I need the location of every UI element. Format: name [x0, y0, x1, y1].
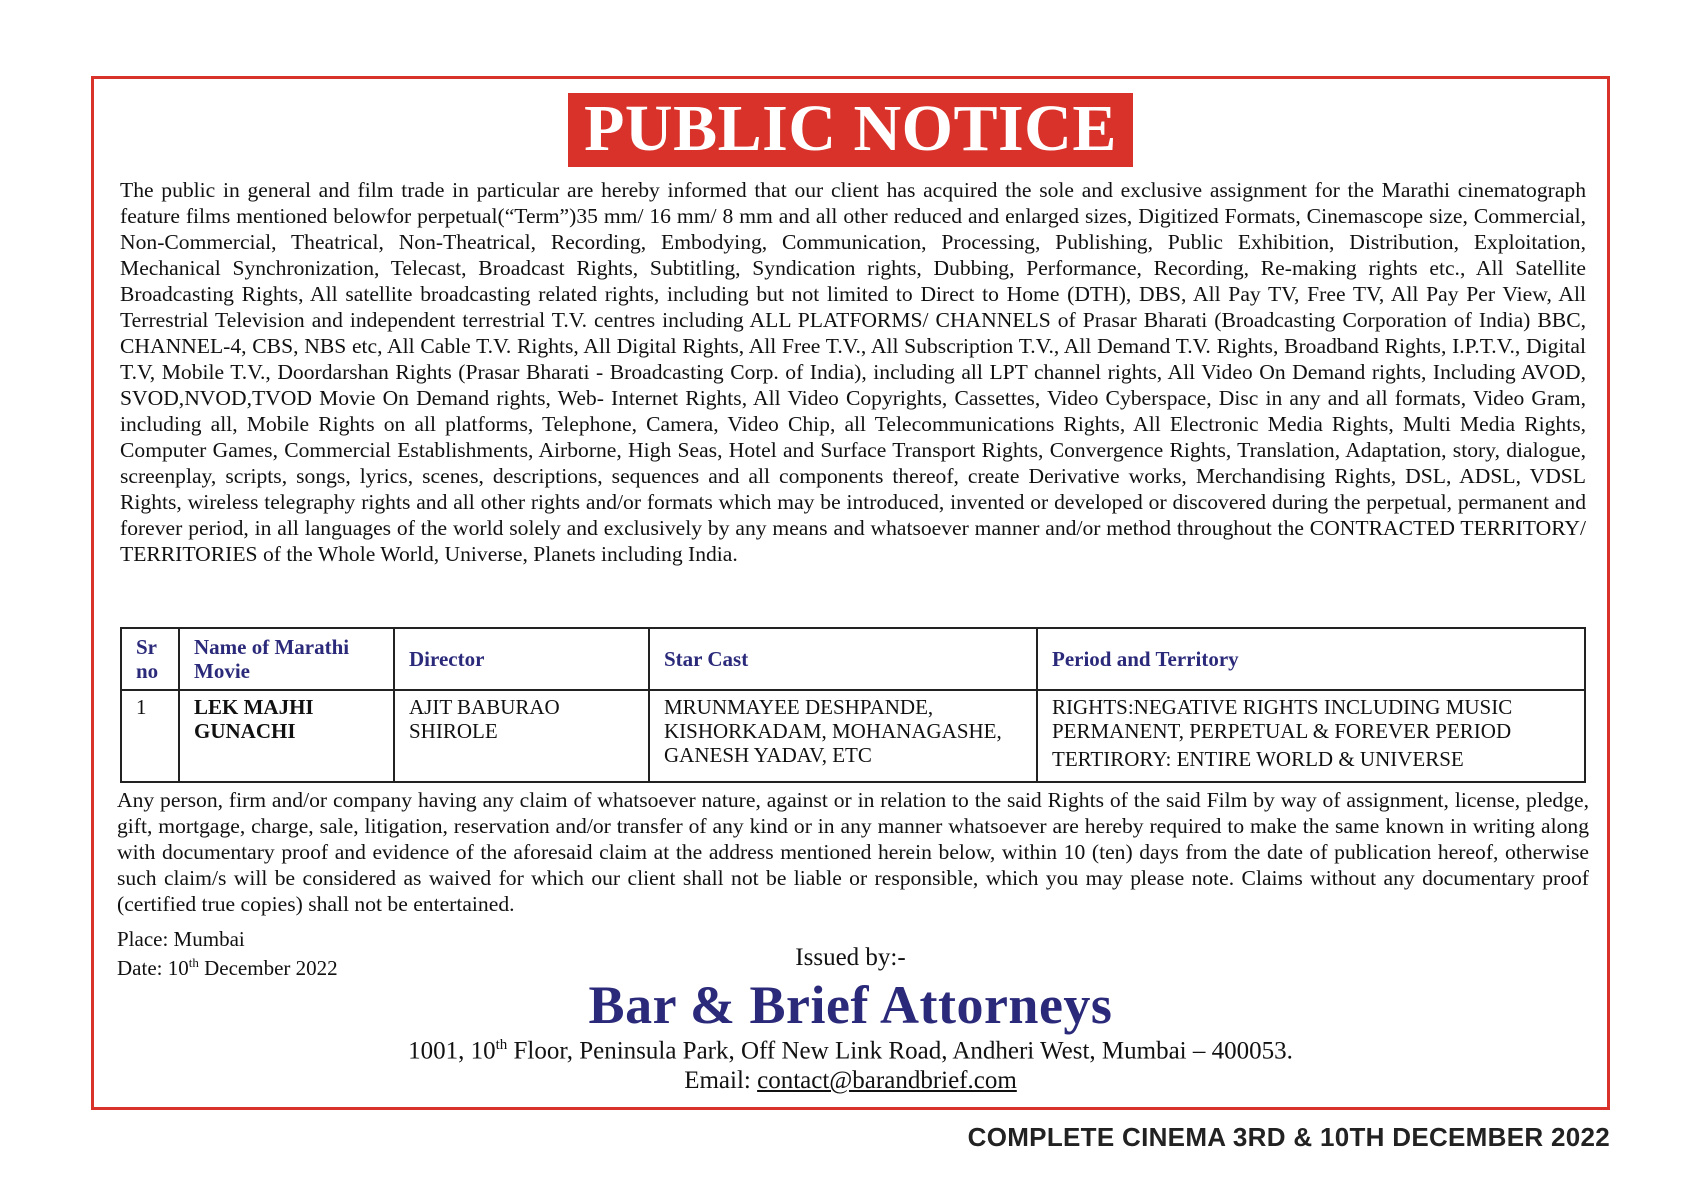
- notice-title: PUBLIC NOTICE: [568, 93, 1133, 167]
- email-link[interactable]: contact@barandbrief.com: [757, 1067, 1017, 1094]
- header-period: Period and Territory: [1037, 628, 1585, 690]
- header-sr: Sr no: [121, 628, 179, 690]
- cell-movie-name: LEK MAJHI GUNACHI: [179, 690, 394, 782]
- address-prefix: 1001, 10: [408, 1037, 496, 1065]
- header-cast: Star Cast: [649, 628, 1037, 690]
- publication-footer: COMPLETE CINEMA 3RD & 10TH DECEMBER 2022: [967, 1122, 1610, 1152]
- place-line: Place: Mumbai: [117, 927, 245, 951]
- films-table: [120, 627, 1586, 783]
- notice-frame: [91, 76, 1610, 1110]
- address-suffix: Floor, Peninsula Park, Off New Link Road, Andheri West, Mumbai – 400053.: [507, 1037, 1293, 1065]
- date-suffix: December 2022: [198, 956, 338, 980]
- cell-star-cast: MRUNMAYEE DESHPANDE, KISHORKADAM, MOHANAGASHE, GANESH YADAV, ETC: [649, 690, 1037, 782]
- cell-sr: 1: [121, 690, 179, 782]
- firm-name: Bar & Brief Attorneys: [588, 975, 1113, 1035]
- date-prefix: Date: 10: [117, 956, 189, 980]
- firm-address: [94, 1037, 1607, 1065]
- header-director: Director: [394, 628, 649, 690]
- claims-paragraph: Any person, firm and/or company having any claim of whatsoever nature, against or in relation to the said Rights of the said Film by way of assignment, license, pledge, gift, mortgage, charge, sale, litigation, reservation and/or transfer of any kind or in any manner whatsoever are hereby required to make the same known in writing along with documentary proof and evidence of the aforesaid claim at the address mentioned herein below, within 10 (ten) days from the date of publication hereof, otherwise such claim/s will be considered as waived for which our client shall not be liable or responsible, which you may please note. Claims without any documentary proof (certified true copies) shall not be entertained.: [117, 788, 1589, 916]
- period-rights-text: RIGHTS:NEGATIVE RIGHTS INCLUDING MUSIC PERMANENT, PERPETUAL & FOREVER PERIOD: [1052, 695, 1513, 743]
- header-movie: Name of Marathi Movie: [179, 628, 394, 690]
- email-line: [94, 1067, 1607, 1095]
- territory-text: TERTIRORY: ENTIRE WORLD & UNIVERSE: [1052, 747, 1464, 771]
- date-ordinal: th: [188, 955, 199, 970]
- cell-director: AJIT BABURAO SHIROLE: [394, 690, 649, 782]
- issued-by: Issued by:-: [795, 944, 906, 971]
- email-label: Email:: [684, 1067, 758, 1094]
- address-ordinal: th: [495, 1037, 508, 1053]
- title-wrapper: [94, 93, 1607, 167]
- intro-paragraph: The public in general and film trade in particular are hereby informed that our client has acquired the sole and exclusive assignment for the Marathi cinematograph feature films mentioned belowfor perpetual(“Term”)35 mm/ 16 mm/ 8 mm and all other reduced and enlarged sizes, Digitized Formats, Cinemascope size, Commercial, Non-Commercial, Theatrical, Non-Theatrical, Recording, Embodying, Communication, Processing, Publishing, Public Exhibition, Distribution, Exploitation, Mechanical Synchronization, Telecast, Broadcast Rights, Subtitling, Syndication rights, Dubbing, Performance, Recording, Re-making rights etc., All Satellite Broadcasting Rights, All satellite broadcasting related rights, including but not limited to Direct to Home (DTH), DBS, All Pay TV, Free TV, All Pay Per View, All Terrestrial Television and independent terrestrial T.V. centres including ALL PLATFORMS/ CHANNELS of Prasar Bharati (Broadcasting Corporation of India) BBC, CHANNEL-4, CBS, NBS etc, All Cable T.V. Rights, All Digital Rights, All Free T.V., All Subscription T.V., All Demand T.V. Rights, Broadband Rights, I.P.T.V., Digital T.V, Mobile T.V., Doordarshan Rights (Prasar Bharati - Broadcasting Corp. of India), including all LPT channel rights, All Video On Demand rights, Including AVOD, SVOD,NVOD,TVOD Movie On Demand rights, Web- Internet Rights, All Video Copyrights, Cassettes, Video Cyberspace, Disc in any and all formats, Video Gram, including all, Mobile Rights on all platforms, Telephone, Camera, Video Chip, all Telecommunications Rights, All Electronic Media Rights, Multi Media Rights, Computer Games, Commercial Establishments, Airborne, High Seas, Hotel and Surface Transport Rights, Convergence Rights, Translation, Adaptation, story, dialogue, screenplay, scripts, songs, lyrics, scenes, descriptions, sequences and all components thereof, create Derivative works, Merchandising Rights, DSL, ADSL, VDSL Rights, wireless telegraphy rights and all other rights and/or formats which may be introduced, invented or developed or discovered during the perpetual, permanent and forever period, in all languages of the world solely and exclusively by any means and whatsoever manner and/or method throughout the CONTRACTED TERRITORY/ TERRITORIES of the Whole World, Universe, Planets including India.: [120, 178, 1586, 566]
- table-header-row: [121, 628, 1585, 690]
- cell-period-territory: [1037, 690, 1585, 782]
- table-row: [121, 690, 1585, 782]
